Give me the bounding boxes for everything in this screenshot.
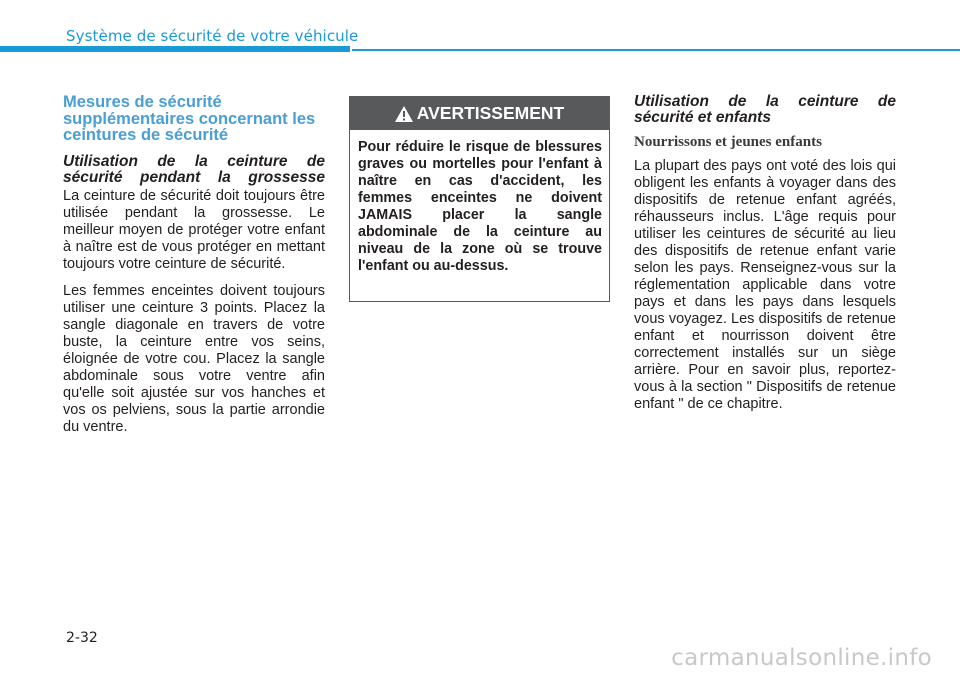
watermark: carmanualsonline.info <box>671 645 932 671</box>
page-number: 2-32 <box>66 630 98 646</box>
children-subheading: Utilisation de la ceinture de sécurité et enfants <box>634 93 896 126</box>
children-paragraph: La plupart des pays ont voté des lois qui obligent les enfants à voyager dans des dispositifs de retenue enfant agréés, réhausseurs inclus. L'âge requis pour utiliser les ceintures de sécurité au lieu des dispositifs de retenue enfant varie selon les pays. Renseignez-vous sur la réglementation applicable dans votre pays et dans les pays dans lesquels vous voyagez. Les dispositifs de retenue enfant et nourrisson doivent être correctement installés sur un siège arrière. Pour en savoir plus, reportez-vous à la section " Dispositifs de retenue enfant " de ce chapitre. <box>634 158 896 412</box>
left-column <box>63 94 325 446</box>
header-rule-thick <box>0 46 350 52</box>
section-heading: Mesures de sécurité supplémentaires concernant les ceintures de sécurité <box>63 93 316 144</box>
right-column <box>634 94 896 423</box>
warning-text: Pour réduire le risque de blessures graves ou mortelles pour l'enfant à naître en cas d'accident, les femmes enceintes ne doivent JAMAIS placer la sangle abdominale de la ceinture au niveau de la zone où se trouve l'enfant ou au-dessus. <box>358 139 602 274</box>
chapter-title: Système de sécurité de votre véhicule <box>66 27 359 45</box>
pregnancy-paragraph-2: Les femmes enceintes doivent toujours utiliser une ceinture 3 points. Placez la sangle diagonale en travers de votre buste, la ceinture entre vos seins, éloignée de votre cou. Placez la sangle abdominale sous votre ventre afin qu'elle soit ajustée sur vos hanches et vos os pelviens, sous la partie arrondie du ventre. <box>63 282 325 435</box>
header-rule-thin <box>352 49 960 51</box>
pregnancy-subheading: Utilisation de la ceinture de sécurité pendant la grossesse <box>63 152 325 186</box>
warning-box <box>349 96 610 302</box>
pregnancy-paragraph-1: La ceinture de sécurité doit toujours être utilisée pendant la grossesse. Le meilleur moyen de protéger votre enfant à naître est de vous protéger en mettant toujours votre ceinture de sécurité. <box>63 187 325 272</box>
warning-title: AVERTISSEMENT <box>416 103 565 123</box>
warning-banner <box>350 97 609 130</box>
infants-heading: Nourrissons et jeunes enfants <box>634 134 822 150</box>
